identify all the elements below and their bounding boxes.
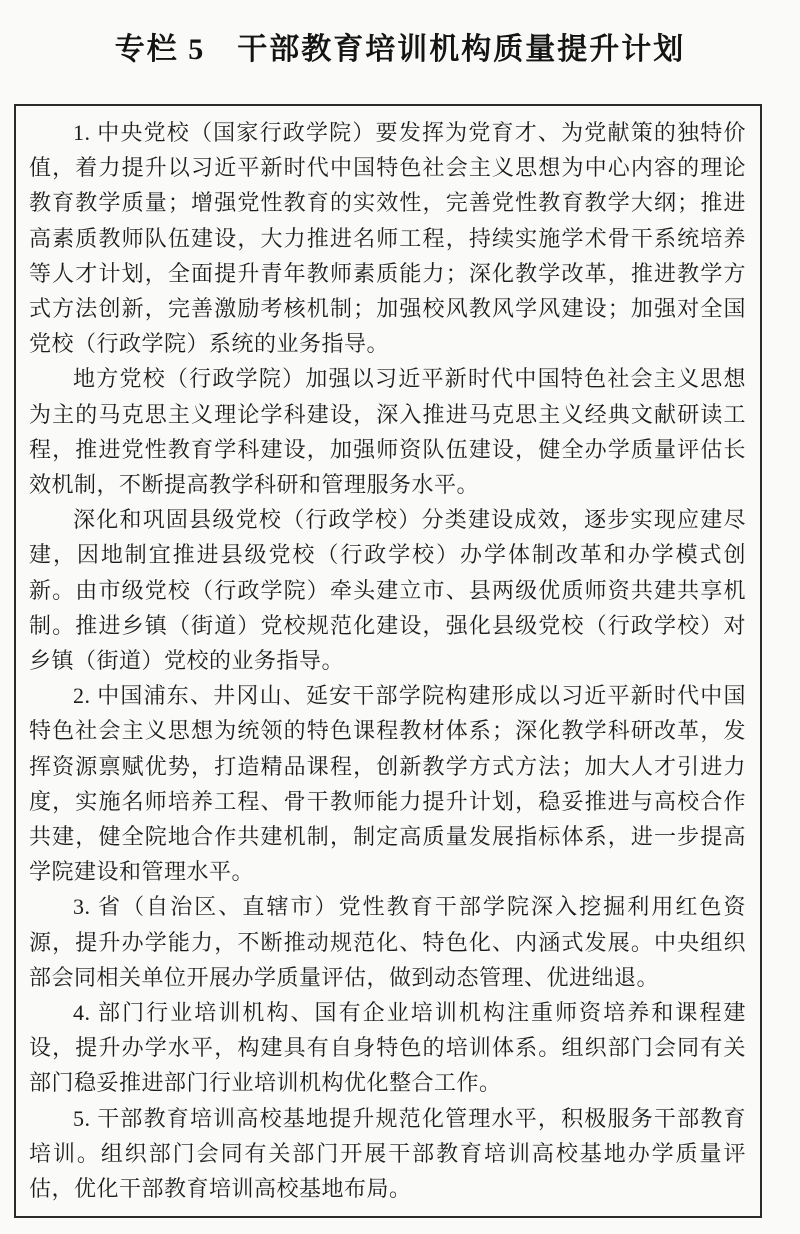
paragraph: 3. 省（自治区、直辖市）党性教育干部学院深入挖掘利用红色资源，提升办学能力，不断推动规范化、特色化、内涵式发展。中央组织部会同相关单位开展办学质量评估，做到动态管理、优进绌退。 [29,894,746,990]
paragraph: 2. 中国浦东、井冈山、延安干部学院构建形成以习近平新时代中国特色社会主义思想为统领的特色课程教材体系；深化教学科研改革，发挥资源禀赋优势，打造精品课程，创新教学方式方法；加大人才引进力度，实施名师培养工程、骨干教师能力提升计划，稳妥推进与高校合作共建，健全院地合作共建机制，制定高质量发展指标体系，进一步提高学院建设和管理水平。 [29,683,746,885]
paragraph: 1. 中央党校（国家行政学院）要发挥为党育才、为党献策的独特价值，着力提升以习近平新时代中国特色社会主义思想为中心内容的理论教育教学质量；增强党性教育的实效性，完善党性教育教学大纲；推进高素质教师队伍建设，大力推进名师工程，持续实施学术骨干系统培养等人才计划，全面提升青年教师素质能力；深化教学改革，推进教学方式方法创新，完善激励考核机制；加强校风教风学风建设；加强对全国党校（行政学院）系统的业务指导。 [29,120,746,357]
paragraph: 5. 干部教育培训高校基地提升规范化管理水平，积极服务干部教育培训。组织部门会同有关部门开展干部教育培训高校基地办学质量评估，优化干部教育培训高校基地布局。 [29,1105,746,1202]
page-title: 专栏 5 干部教育培训机构质量提升计划 [114,33,686,66]
paragraph: 地方党校（行政学院）加强以习近平新时代中国特色社会主义思想为主的马克思主义理论学科建设，深入推进马克思主义经典文献研读工程，推进党性教育学科建设，加强师资队伍建设，健全办学质量评估长效机制，不断提高教学科研和管理服务水平。 [29,366,746,498]
content-box [14,104,762,1218]
paragraph: 4. 部门行业培训机构、国有企业培训机构注重师资培养和课程建设，提升办学水平，构建具有自身特色的培训体系。组织部门会同有关部门稳妥推进部门行业培训机构优化整合工作。 [29,1000,746,1096]
paragraph: 深化和巩固县级党校（行政学校）分类建设成效，逐步实现应建尽建，因地制宜推进县级党校（行政学校）办学体制改革和办学模式创新。由市级党校（行政学院）牵头建立市、县两级优质师资共建共享机制。推进乡镇（街道）党校规范化建设，强化县级党校（行政学校）对乡镇（街道）党校的业务指导。 [29,507,746,674]
